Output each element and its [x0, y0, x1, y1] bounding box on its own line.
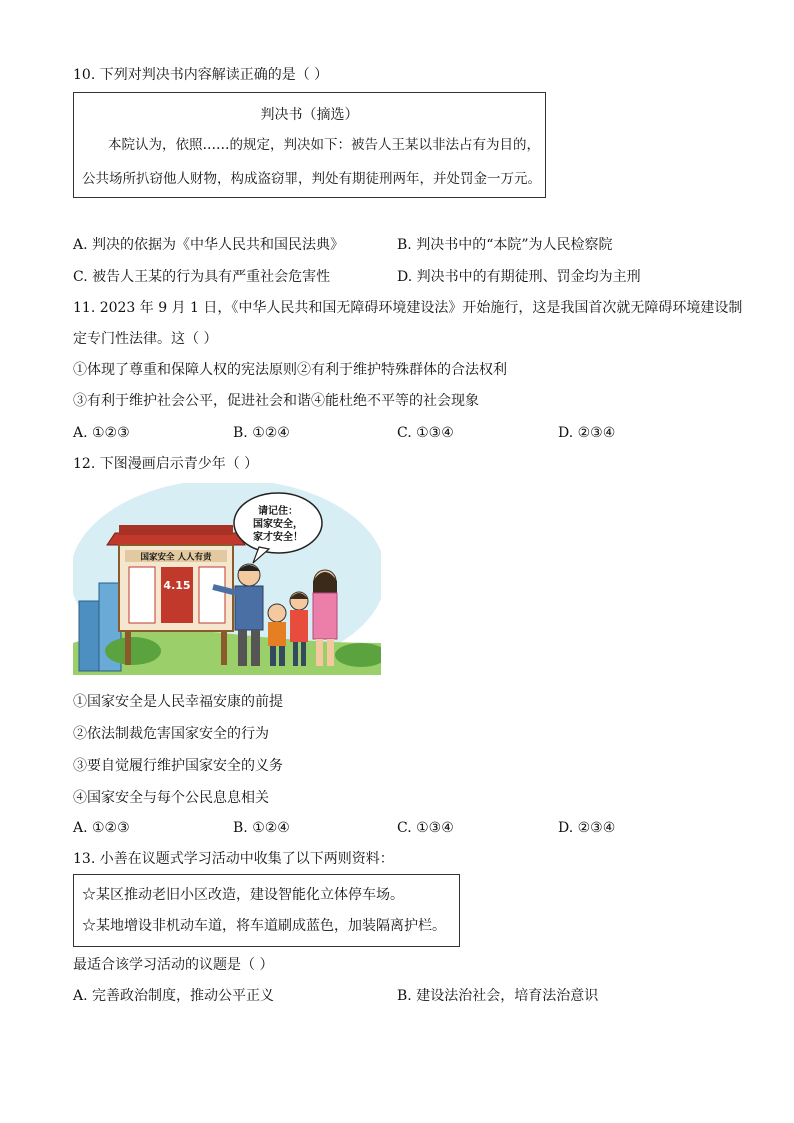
q11-statement-1: ①体现了尊重和保障人权的宪法原则②有利于维护特殊群体的合法权利: [73, 362, 507, 378]
father-leg: [238, 630, 247, 666]
q11-stem-line-2: 定专门性法律。这（ ）: [73, 331, 218, 347]
judgment-excerpt-box: [73, 92, 546, 198]
board-leg: [221, 631, 227, 665]
q10-option-d: D. 判决书中的有期徒刑、罚金均为主刑: [397, 269, 641, 285]
q12-option-c: C. ①③④: [397, 820, 454, 836]
q11-option-a: A. ①②③: [73, 425, 130, 441]
boy-leg: [270, 646, 276, 666]
q10-option-c: C. 被告人王某的行为具有严重社会危害性: [73, 269, 331, 285]
q12-option-d: D. ②③④: [558, 820, 616, 836]
poster-date: 4.15: [163, 579, 191, 592]
board-leg: [125, 631, 131, 665]
q13-question: 最适合该学习活动的议题是（ ）: [73, 957, 274, 973]
judgment-line-1: 本院认为，依照……的规定，判决如下：被告人王某以非法占有为目的，: [108, 137, 540, 153]
q12-option-a: A. ①②③: [73, 820, 130, 836]
q13-option-b: B. 建设法治社会，培育法治意识: [397, 988, 599, 1004]
q11-option-c: C. ①③④: [397, 425, 454, 441]
q11-stem-line-1: 11. 2023 年 9 月 1 日，《中华人民共和国无障碍环境建设法》开始施行，这是我国首次就无障碍环境建设制: [73, 300, 743, 316]
q13-option-a: A. 完善政治制度，推动公平正义: [73, 988, 275, 1004]
q11-option-b: B. ①②④: [233, 425, 290, 441]
poster-center: [161, 567, 193, 623]
girl-dress: [290, 610, 308, 642]
mother-leg: [327, 639, 334, 666]
poster-left: [129, 567, 155, 623]
board-roof-top: [119, 525, 233, 535]
q12-statement-3: ③要自觉履行维护国家安全的义务: [73, 758, 283, 774]
girl-leg: [293, 642, 298, 666]
boy-head: [268, 604, 286, 622]
boy-leg: [279, 646, 285, 666]
bush: [105, 637, 161, 665]
board-title: 国家安全 人人有责: [140, 552, 212, 563]
judgment-line-2: 公共场所扒窃他人财物，构成盗窃罪，判处有期徒刑两年，并处罚金一万元。: [82, 171, 541, 187]
q12-option-b: B. ①②④: [233, 820, 290, 836]
q12-statement-4: ④国家安全与每个公民息息相关: [73, 790, 269, 806]
speech-line-1: 请记住：: [258, 506, 298, 517]
poster-right: [199, 567, 225, 623]
mother-leg: [316, 639, 323, 666]
judgment-title: 判决书（摘选）: [260, 107, 359, 123]
q13-materials-box: [73, 874, 460, 947]
mother-dress: [313, 593, 337, 639]
speech-line-2: 国家安全，: [253, 519, 303, 530]
q10-stem: 10. 下列对判决书内容解读正确的是（ ）: [73, 67, 329, 83]
boy-shirt: [268, 622, 286, 646]
q13-stem: 13. 小善在议题式学习活动中收集了以下两则资料：: [73, 851, 394, 867]
q12-statement-2: ②依法制裁危害国家安全的行为: [73, 726, 269, 742]
q10-option-b: B. 判决书中的“本院”为人民检察院: [397, 237, 613, 253]
q12-statement-1: ①国家安全是人民幸福安康的前提: [73, 694, 283, 710]
speech-line-3: 家才安全！: [253, 532, 303, 543]
girl-leg: [301, 642, 306, 666]
q11-statement-2: ③有利于维护社会公平，促进社会和谐④能杜绝不平等的社会现象: [73, 393, 479, 409]
q13-material-1: ☆某区推动老旧小区改造，建设智能化立体停车场。: [82, 887, 404, 903]
q12-stem: 12. 下图漫画启示青少年（ ）: [73, 456, 259, 472]
q10-option-a: A. 判决的依据为《中华人民共和国民法典》: [73, 237, 345, 253]
father-suit: [235, 586, 263, 630]
father-leg: [251, 630, 260, 666]
q11-option-d: D. ②③④: [558, 425, 616, 441]
q13-material-2: ☆某地增设非机动车道，将车道刷成蓝色，加装隔离护栏。: [82, 918, 446, 934]
national-security-cartoon: [73, 483, 381, 675]
